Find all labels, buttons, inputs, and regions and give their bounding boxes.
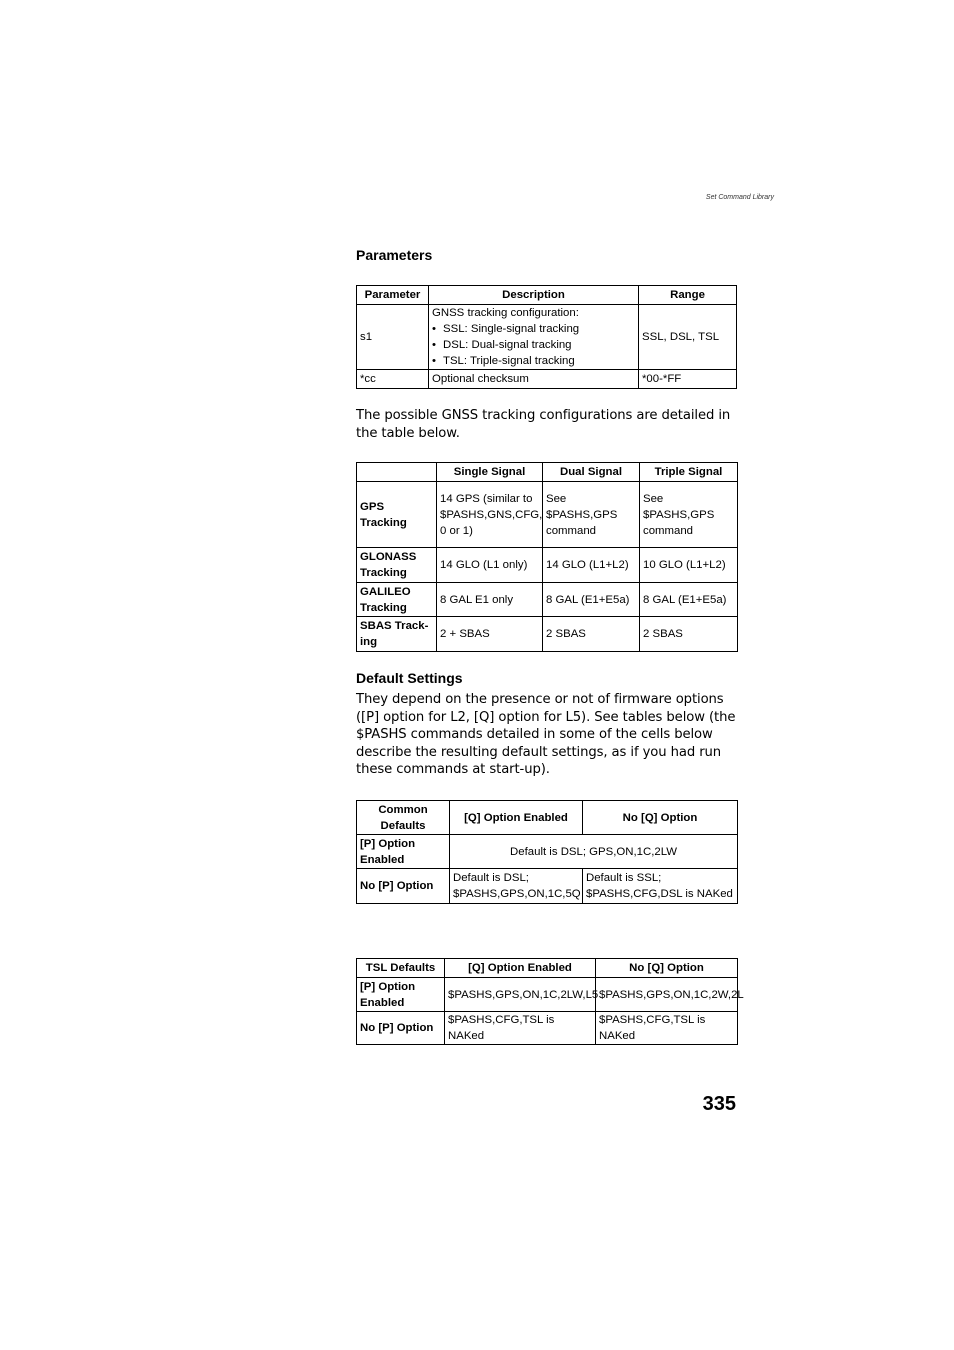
table-cell: 2 + SBAS — [437, 617, 543, 652]
param-cell: s1 — [357, 305, 429, 370]
table-cell: 8 GAL (E1+E5a) — [640, 583, 738, 617]
table-row — [357, 583, 738, 617]
column-header: [Q] Option Enabled — [450, 801, 583, 835]
description-cell: Optional checksum — [429, 370, 639, 389]
table-row — [357, 548, 738, 583]
tsl-defaults-table — [356, 958, 744, 1045]
column-header: Triple Signal — [640, 463, 738, 482]
param-cell: *cc — [357, 370, 429, 389]
table-cell: 10 GLO (L1+L2) — [640, 548, 738, 583]
column-header: Common Defaults — [357, 801, 450, 835]
row-label: No [P] Option — [357, 869, 450, 904]
table-header-row — [357, 286, 737, 305]
table-cell: See $PASHS,GPS command — [543, 482, 640, 548]
description-list — [432, 321, 635, 369]
parameters-table — [356, 285, 737, 389]
column-header: Single Signal — [437, 463, 543, 482]
table-cell: $PASHS,GPS,ON,1C,2W,2L — [596, 978, 738, 1012]
row-label: SBAS Track-ing — [357, 617, 437, 652]
row-label: GALILEO Tracking — [357, 583, 437, 617]
table-header-row — [357, 801, 738, 835]
column-header: Range — [639, 286, 737, 305]
table-row — [357, 869, 738, 904]
table-cell: 8 GAL E1 only — [437, 583, 543, 617]
range-cell: SSL, DSL, TSL — [639, 305, 737, 370]
column-header: TSL Defaults — [357, 959, 445, 978]
tracking-config-table — [356, 462, 738, 652]
default-settings-heading: Default Settings — [356, 670, 463, 686]
table-cell: 14 GPS (similar to $PASHS,GNS,CFG, 0 or 1) — [437, 482, 543, 548]
column-header: Description — [429, 286, 639, 305]
table-row — [357, 1012, 738, 1045]
table-cell: Default is SSL; $PASHS,CFG,DSL is NAKed — [583, 869, 738, 904]
table-row — [357, 617, 738, 652]
list-item: • SSL: Single-signal tracking — [432, 321, 635, 337]
parameters-heading: Parameters — [356, 247, 433, 263]
list-item: • DSL: Dual-signal tracking — [432, 337, 635, 353]
description-cell — [429, 305, 639, 370]
table-row — [357, 305, 737, 370]
column-header: No [Q] Option — [583, 801, 738, 835]
table-row — [357, 835, 738, 869]
column-header: Dual Signal — [543, 463, 640, 482]
table-cell: 2 SBAS — [640, 617, 738, 652]
running-head: Set Command Library — [705, 194, 774, 201]
row-label: [P] Option Enabled — [357, 835, 450, 869]
row-label: No [P] Option — [357, 1012, 445, 1045]
table-cell: $PASHS,GPS,ON,1C,2LW,L5 — [445, 978, 596, 1012]
table-cell: 14 GLO (L1+L2) — [543, 548, 640, 583]
table-row — [357, 482, 738, 548]
description-intro: GNSS tracking configuration: — [432, 307, 579, 319]
column-header: [Q] Option Enabled — [445, 959, 596, 978]
table-header-row — [357, 463, 738, 482]
page-number: 335 — [702, 1093, 736, 1115]
column-header: Parameter — [357, 286, 429, 305]
table-row — [357, 978, 738, 1012]
default-settings-paragraph: They depend on the presence or not of firmware options ([P] option for L2, [Q] option for L5). See tables below (the $PASHS commands detailed in some of the cells below describe the resulting default settings, as if you had run these commands at start-up). — [356, 692, 736, 778]
table-cell: 8 GAL (E1+E5a) — [543, 583, 640, 617]
row-label: GLONASS Tracking — [357, 548, 437, 583]
merged-cell: Default is DSL; GPS,ON,1C,2LW — [450, 835, 738, 869]
table-row — [357, 370, 737, 389]
column-header: No [Q] Option — [596, 959, 738, 978]
row-label: GPS Tracking — [357, 482, 437, 548]
list-item: • TSL: Triple-signal tracking — [432, 353, 635, 369]
table-cell: $PASHS,CFG,TSL is NAKed — [596, 1012, 738, 1045]
row-label: [P] Option Enabled — [357, 978, 445, 1012]
common-defaults-table — [356, 800, 738, 904]
column-header — [357, 463, 437, 482]
table-cell: Default is DSL; $PASHS,GPS,ON,1C,5Q — [450, 869, 583, 904]
intro-paragraph: The possible GNSS tracking configurations are detailed in the table below. — [356, 408, 731, 441]
table-cell: 14 GLO (L1 only) — [437, 548, 543, 583]
table-cell: 2 SBAS — [543, 617, 640, 652]
range-cell: *00-*FF — [639, 370, 737, 389]
table-header-row — [357, 959, 738, 978]
table-cell: See $PASHS,GPS command — [640, 482, 738, 548]
table-cell: $PASHS,CFG,TSL is NAKed — [445, 1012, 596, 1045]
